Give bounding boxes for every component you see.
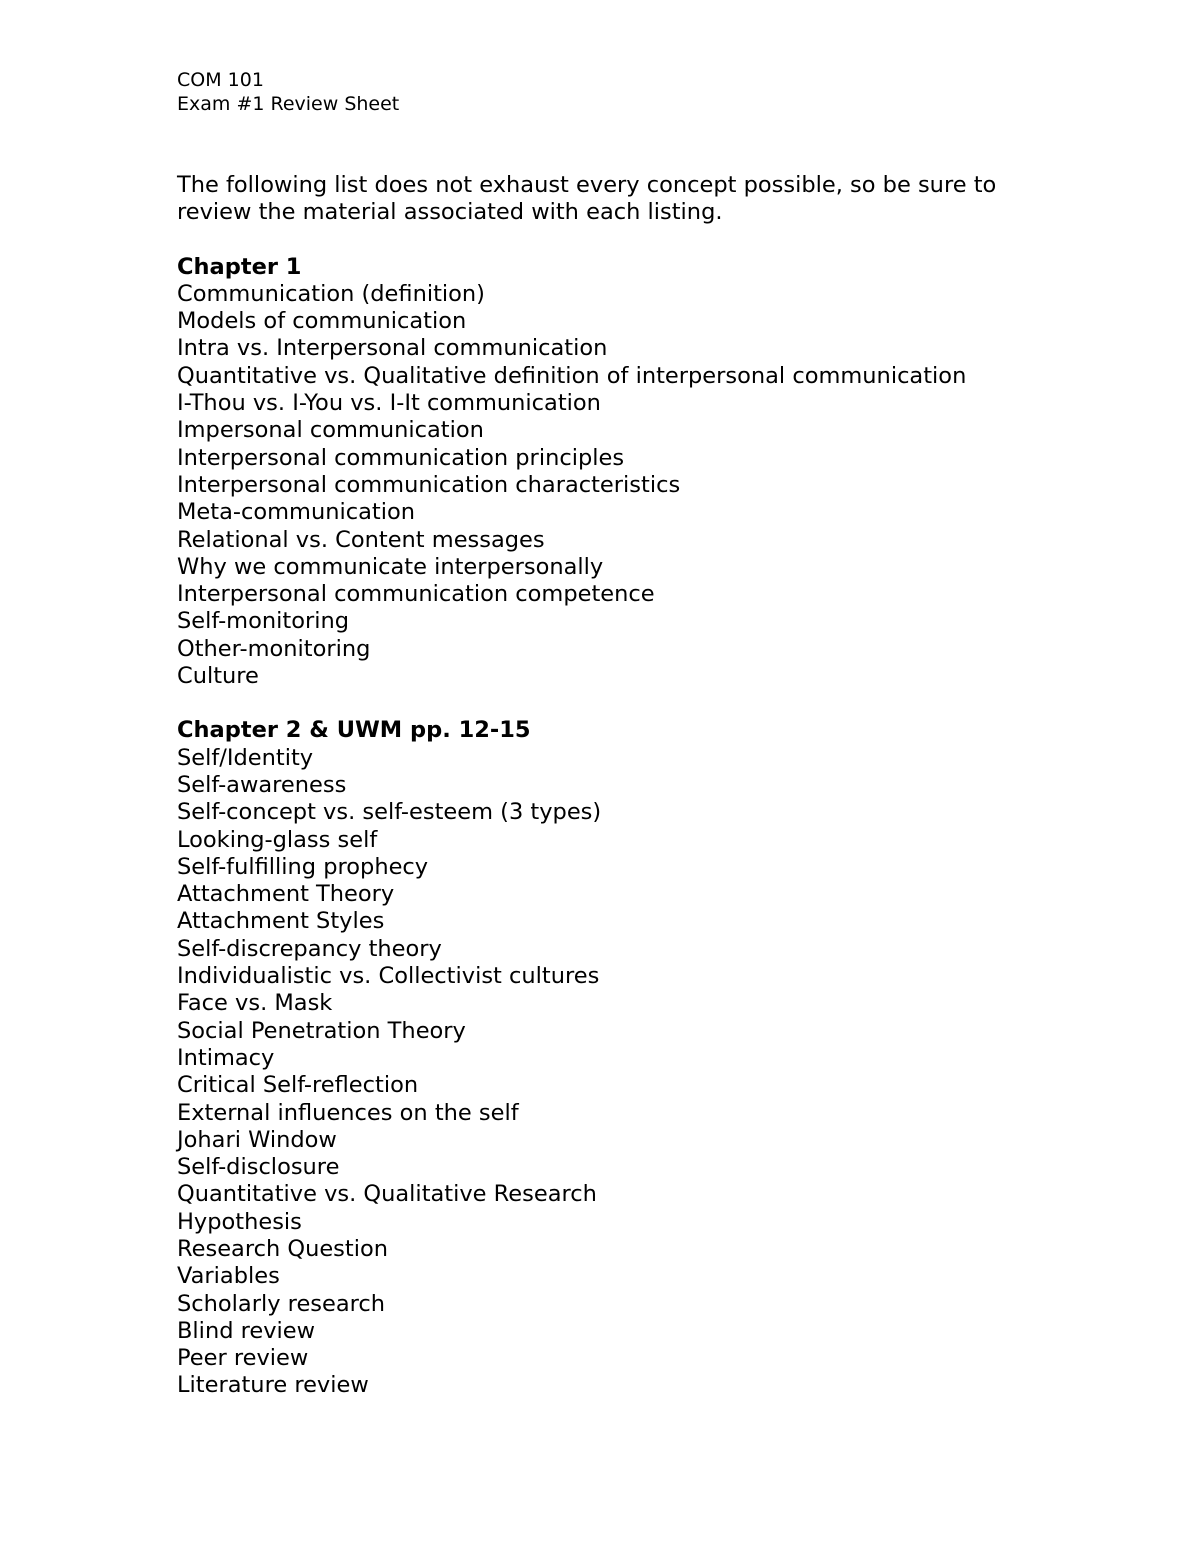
list-item: External influences on the self <box>177 1099 519 1126</box>
list-item: Communication (definition) <box>177 280 485 307</box>
list-item: Quantitative vs. Qualitative Research <box>177 1181 597 1208</box>
list-item: Quantitative vs. Qualitative definition of interpersonal communication <box>177 362 967 389</box>
list-item: I-Thou vs. I-You vs. I-It communication <box>177 390 601 417</box>
list-item: Peer review <box>177 1345 309 1372</box>
list-item: Intimacy <box>177 1044 275 1071</box>
concept-list <box>177 745 1137 1400</box>
list-item: Interpersonal communication competence <box>177 581 655 608</box>
intro-paragraph: The following list does not exhaust every concept possible, so be sure to review the material associated with each listing. <box>177 172 997 226</box>
list-item: Self-concept vs. self-esteem (3 types) <box>177 799 602 826</box>
list-item: Other-monitoring <box>177 635 371 662</box>
chapter-heading: Chapter 1 <box>177 253 302 280</box>
chapter-heading: Chapter 2 & UWM pp. 12-15 <box>177 717 531 744</box>
list-item: Intra vs. Interpersonal communication <box>177 335 608 362</box>
chapter-section <box>177 254 1137 691</box>
list-item: Why we communicate interpersonally <box>177 553 604 580</box>
document-title: Exam #1 Review Sheet <box>177 93 400 115</box>
list-item: Relational vs. Content messages <box>177 526 545 553</box>
list-item: Critical Self-reflection <box>177 1072 419 1099</box>
list-item: Self-awareness <box>177 771 347 798</box>
list-item: Models of communication <box>177 308 467 335</box>
list-item: Self-fulfilling prophecy <box>177 853 429 880</box>
list-item: Variables <box>177 1263 280 1290</box>
list-item: Literature review <box>177 1372 369 1399</box>
list-item: Attachment Theory <box>177 881 395 908</box>
list-item: Scholarly research <box>177 1290 386 1317</box>
list-item: Culture <box>177 663 259 690</box>
list-item: Blind review <box>177 1317 316 1344</box>
list-item: Interpersonal communication characteristics <box>177 471 681 498</box>
list-item: Looking-glass self <box>177 826 378 853</box>
list-item: Meta-communication <box>177 499 415 526</box>
list-item: Individualistic vs. Collectivist cultures <box>177 963 600 990</box>
list-item: Research Question <box>177 1235 388 1262</box>
list-item: Impersonal communication <box>177 417 484 444</box>
list-item: Social Penetration Theory <box>177 1017 466 1044</box>
list-item: Interpersonal communication principles <box>177 444 625 471</box>
course-code: COM 101 <box>177 69 264 91</box>
review-sheet-page <box>177 68 1137 1400</box>
concept-list <box>177 281 1137 690</box>
list-item: Face vs. Mask <box>177 990 333 1017</box>
chapter-section <box>177 717 1137 1399</box>
list-item: Self-monitoring <box>177 608 350 635</box>
list-item: Johari Window <box>177 1126 337 1153</box>
list-item: Self-discrepancy theory <box>177 935 442 962</box>
list-item: Attachment Styles <box>177 908 385 935</box>
list-item: Self-disclosure <box>177 1154 340 1181</box>
list-item: Hypothesis <box>177 1208 302 1235</box>
list-item: Self/Identity <box>177 744 314 771</box>
